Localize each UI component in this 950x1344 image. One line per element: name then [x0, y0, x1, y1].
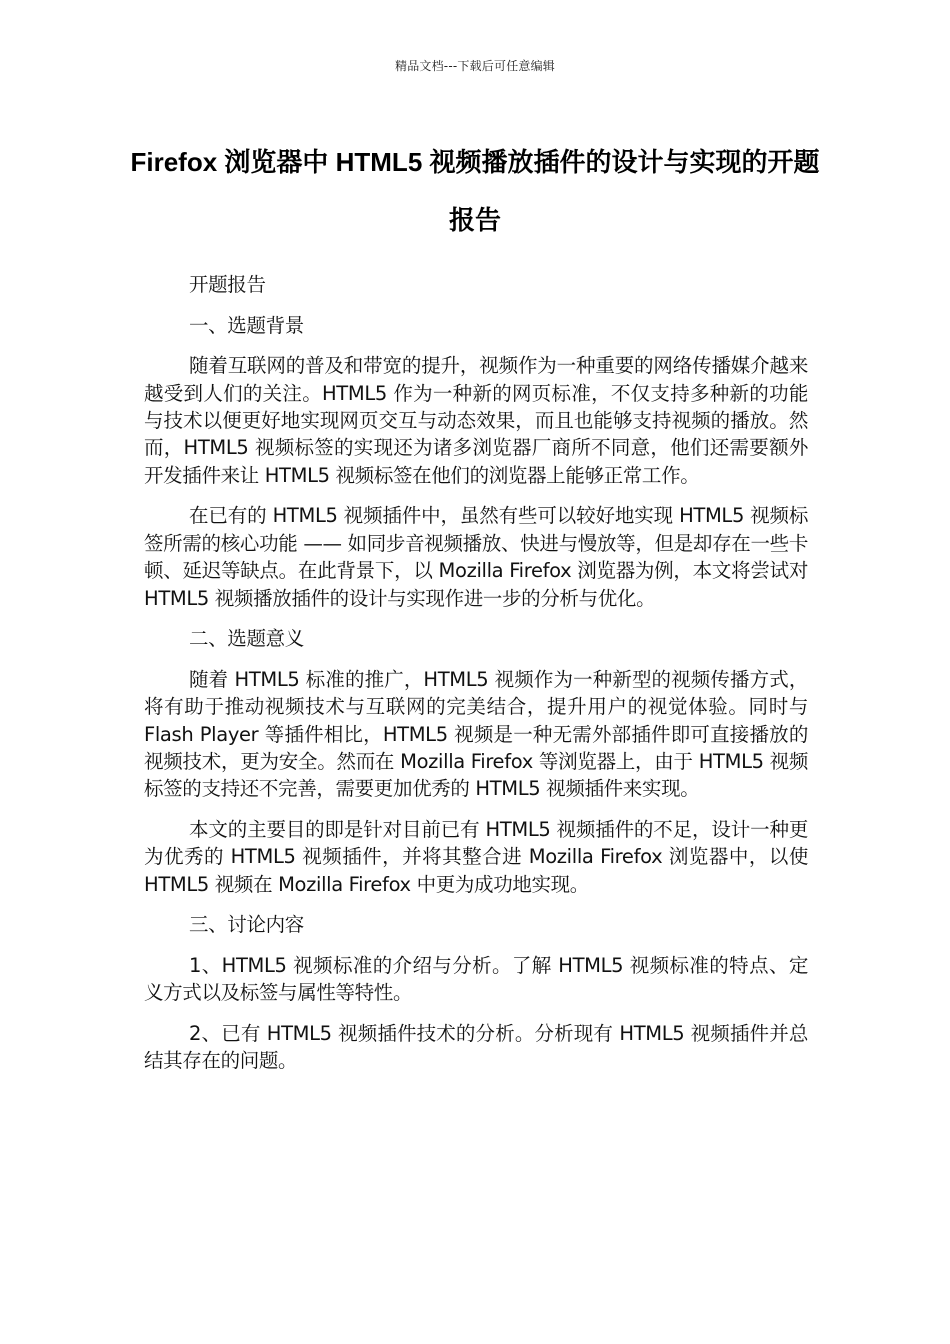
document-body — [144, 271, 808, 1088]
paragraph-background-2: 在已有的 HTML5 视频插件中，虽然有些可以较好地实现 HTML5 视频标签所需的核心功能 —— 如同步音视频播放、快进与慢放等，但是却存在一些卡顿、延迟等缺点。在此背景下，以 Mozilla Firefox 浏览器为例，本文将尝试对 HTML5 视频播放插件的设计与实现作进一步的分析与优化。 — [144, 504, 808, 610]
paragraph-discussion-2: 2、已有 HTML5 视频插件技术的分析。分析现有 HTML5 视频插件并总结其存在的问题。 — [144, 1022, 808, 1073]
paragraph-background-1: 随着互联网的普及和带宽的提升，视频作为一种重要的网络传播媒介越来越受到人们的关注。HTML5 作为一种新的网页标准，不仅支持多种新的功能与技术以便更好地实现网页交互与动态效果，而且也能够支持视频的播放。然而，HTML5 视频标签的实现还为诸多浏览器厂商所不同意，他们还需要额外开发插件来让 HTML5 视频标签在他们的浏览器上能够正常工作。 — [144, 354, 808, 487]
section-heading-background: 一、选题背景 — [189, 313, 304, 337]
section-heading-significance: 二、选题意义 — [189, 627, 304, 651]
paragraph-significance-1: 随着 HTML5 标准的推广，HTML5 视频作为一种新型的视频传播方式，将有助于推动视频技术与互联网的完美结合，提升用户的视觉体验。同时与 Flash Player 等插件相比，HTML5 视频是一种无需外部插件即可直接播放的视频技术，更为安全。然而在 Mozilla Firefox 等浏览器上，由于 HTML5 视频标签的支持还不完善，需要更加优秀的 HTML5 视频插件来实现。 — [144, 667, 808, 801]
section-label-report: 开题报告 — [189, 273, 266, 296]
section-heading-discussion: 三、讨论内容 — [189, 913, 304, 937]
paragraph-significance-2: 本文的主要目的即是针对目前已有 HTML5 视频插件的不足，设计一种更为优秀的 HTML5 视频插件，并将其整合进 Mozilla Firefox 浏览器中，以使 HTML5 视频在 Mozilla Firefox 中更为成功地实现。 — [144, 818, 808, 896]
header-note: 精品文档---下载后可任意编辑 — [395, 59, 555, 73]
document-title: Firefox 浏览器中 HTML5 视频播放插件的设计与实现的开题报告 — [130, 147, 820, 235]
paragraph-discussion-1: 1、HTML5 视频标准的介绍与分析。了解 HTML5 视频标准的特点、定义方式以及标签与属性等特性。 — [144, 954, 808, 1005]
